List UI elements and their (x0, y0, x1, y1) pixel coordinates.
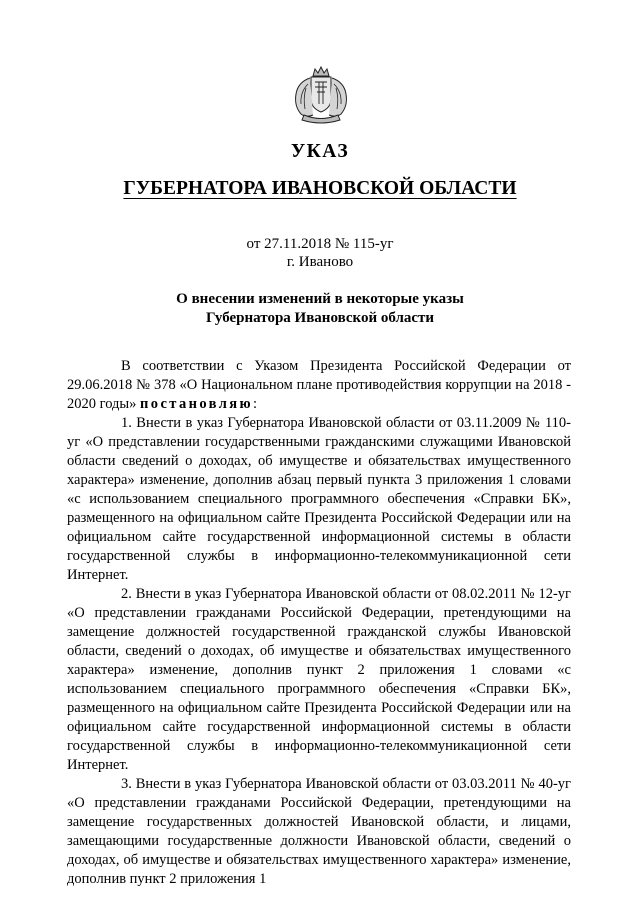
document-date: от 27.11.2018 № 115-уг (246, 236, 394, 252)
heading-line-2: Губернатора Ивановской области (205, 310, 435, 326)
coat-of-arms-icon (286, 62, 356, 126)
document-city: г. Иваново (286, 254, 354, 270)
document-heading (0, 290, 640, 328)
preamble-text: В соответствии с Указом Президента Российской Федерации от 29.06.2018 № 378 «О Национальном плане противодействия коррупции на 2018 - 2020 годы» (67, 358, 571, 412)
document-body (67, 357, 571, 889)
document-issuer: ГУБЕРНАТОРА ИВАНОВСКОЙ ОБЛАСТИ (123, 178, 517, 199)
heading-line-1: О внесении изменений в некоторые указы (176, 291, 464, 307)
paragraph-item-1: 1. Внести в указ Губернатора Ивановской области от 03.11.2009 № 110-уг «О представлении государственными гражданскими служащими Ивановской области сведений о доходах, об имуществе и обязательствах имущественного характера» изменение, дополнив абзац первый пункта 3 приложения 1 словами «с использованием специального программного обеспечения «Справки БК», размещенного на официальном сайте Президента Российской Федерации или на официальном сайте государственной информационной системы в области государственной службы в информационно-телекоммуникационной сети Интернет. (67, 415, 571, 583)
paragraph-item-2: 2. Внести в указ Губернатора Ивановской области от 08.02.2011 № 12-уг «О представлении гражданами Российской Федерации, претендующими на замещение должностей государственной гражданской службы Ивановской области, сведений о доходах, об имуществе и обязательствах имущественного характера» изменение, дополнив пункт 2 приложения 1 словами «с использованием специального программного обеспечения «Справки БК», размещенного на официальном сайте Президента Российской Федерации или на официальном сайте государственной информационной системы в области государственной службы в информационно-телекоммуникационной сети Интернет. (67, 586, 571, 773)
document-title: УКАЗ (290, 141, 350, 162)
preamble-tail: : (252, 396, 258, 412)
preamble-paragraph (67, 357, 571, 414)
paragraph-item-3: 3. Внести в указ Губернатора Ивановской области от 03.03.2011 № 40-уг «О представлении гражданами Российской Федерации, претендующими на замещение государственных должностей Ивановской области, и лицами, замещающими государственные должности Ивановской области, сведений о доходах, об имуществе и обязательствах имущественного характера» изменение, дополнив пункт 2 приложения 1 (67, 776, 571, 887)
decree-word: постановляю (140, 396, 253, 412)
